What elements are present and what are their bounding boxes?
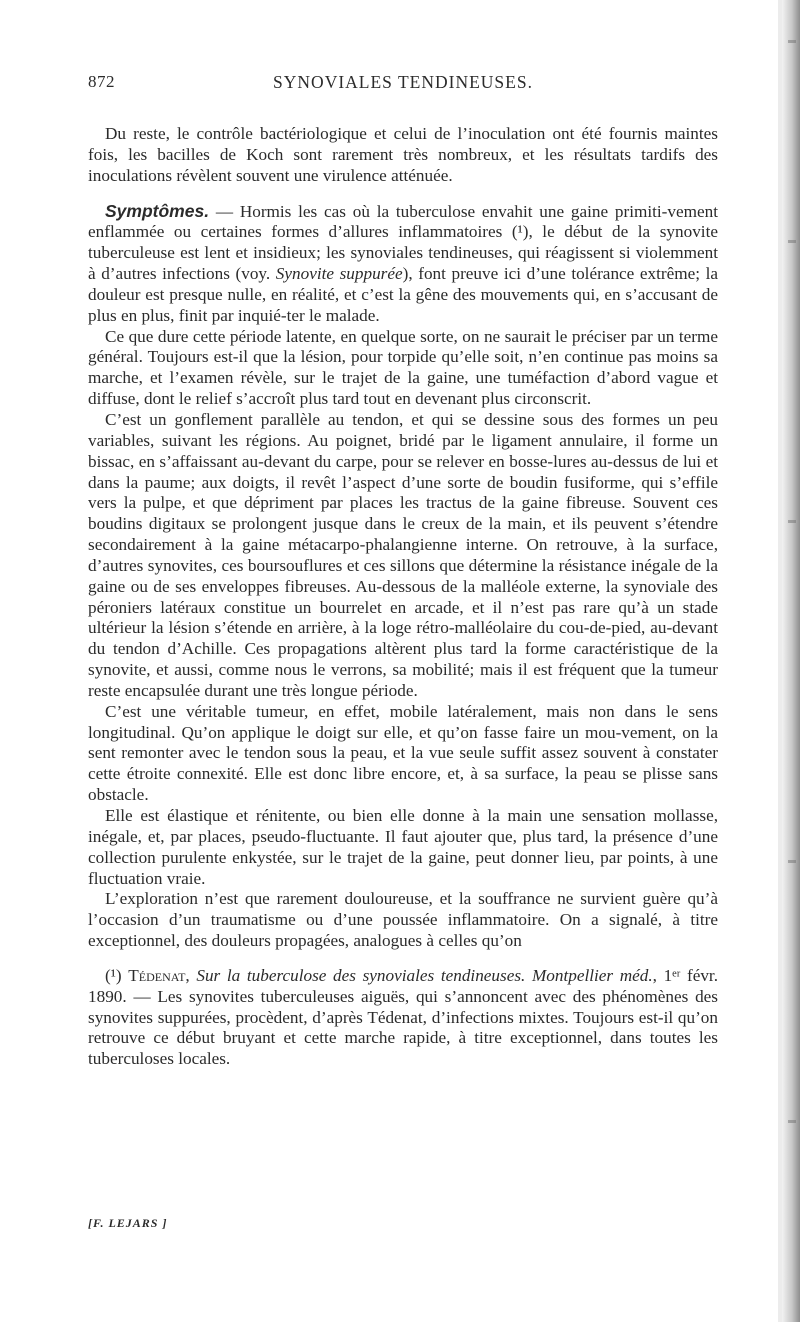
cross-reference: Synovite suppurée xyxy=(275,264,403,284)
footnote-date: , 1ᵉʳ févr. 1890. xyxy=(88,965,718,1006)
paragraph: Du reste, le contrôle bactériologique et celui de l’inoculation ont été fournis maintes fois, les bacilles de Koch sont rarement très nombreux, et les résultats tardifs des inoculations révèlent souvent une virulence atténuée. xyxy=(88,124,718,185)
edge-mark xyxy=(788,240,796,243)
paragraph: C’est un gonflement parallèle au tendon, et qui se dessine sous des formes un peu variables, suivant les régions. Au poignet, bridé par le ligament annulaire, il forme un bissac, en s’affaissant au-devant du carpe, pour se relever en bosse-lures au-dessus de lui et dans la paume; aux doigts, il revêt l’aspect d’une sorte de boudin fusiforme, qui s’effile vers la pulpe, et que dépriment par places les tractus de la gaine fibreuse. Souvent ces boudins digitaux se prolongent jusque dans le creux de la main, et ils peuvent s’étendre secondairement à la gaine métacarpo-phalangienne interne. On retrouve, à la surface, d’autres synovites, ces boursouflures et ces sillons que détermine la résistance inégale de la gaine ou de ses enveloppes fibreuses. Au-dessous de la malléole externe, la synoviale des péroniers latéraux constitue un bourrelet en arcade, et il n’est pas rare qu’à un stade ultérieur la lésion s’étende en arrière, à la loge rétro-malléolaire du cou-de-pied, au-devant du tendon d’Achille. Ces propagations altèrent plus tard la forme caractéristique de la synovite, et aussi, comme nous le verrons, sa mobilité; mais il est fréquent que la tumeur reste encapsulée durant une très longue période. xyxy=(88,409,718,700)
section-heading-symptomes: Symptômes. xyxy=(105,200,210,221)
paragraph-text: — Hormis les cas où la tuberculose envahit une gaine primiti-vement enflammée ou certaines formes d’allures inflammatoires (¹), le début de la synovite tuberculeuse est lent et insidieux; les synoviales tendineuses, qui réagissent si violemment à d’autres infections (voy. xyxy=(88,201,718,284)
page-edge-shadow xyxy=(782,0,800,1322)
paragraph: L’exploration n’est que rarement douloureuse, et la souffrance ne survient guère qu’à l’occasion d’un traumatisme ou d’une poussée inflammatoire. On a signalé, à titre exceptionnel, des douleurs propagées, analogues à celles qu’on xyxy=(88,889,718,951)
footnote-marker: (¹) xyxy=(105,965,129,985)
footnote-author: Tédenat xyxy=(128,965,186,985)
symptoms-paragraph xyxy=(88,201,718,327)
footnote-separator: , xyxy=(185,965,197,985)
edge-mark xyxy=(788,40,796,43)
footnote-continuation: — Les synovites tuberculeuses aiguës, qui s’annoncent avec des phénomènes des synovites suppurées, procèdent, d’après Tédenat, d’infections mixtes. Toujours est-il qu’on retrouve ce début bruyant et cette marche rapide, à titre exceptionnel, dans toutes les tuberculoses locales. xyxy=(88,986,718,1069)
footnote-text xyxy=(88,966,718,1070)
edge-mark xyxy=(788,1120,796,1123)
paragraph: Ce que dure cette période latente, en quelque sorte, on ne saurait le préciser par un terme général. Toujours est-il que la lésion, pour torpide qu’elle soit, n’en continue pas moins sa marche, et l’examen révèle, sur le trajet de la gaine, une tuméfaction d’abord vague et diffuse, dont le relief s’accroît plus tard tout en devenant plus circonscrit. xyxy=(88,326,718,409)
paragraph-text: ), font preuve ici d’une tolérance extrême; la douleur est presque nulle, en réalité, et c’est la gêne des mouvements qui, en s’accusant de plus en plus, finit par inquié-ter le malade. xyxy=(88,264,718,325)
printer-signature-mark: [F. LEJARS ] xyxy=(88,1216,168,1230)
main-text xyxy=(88,124,718,1070)
page-number: 872 xyxy=(88,72,115,91)
running-title: SYNOVIALES TENDINEUSES. xyxy=(273,72,533,92)
paragraph: C’est une véritable tumeur, en effet, mobile latéralement, mais non dans le sens longitudinal. Qu’on applique le doigt sur elle, et qu’on fasse faire un mou-vement, on la sent remonter avec le tendon sous la peau, et la vue seule suffit assez souvent à constater cette étroite connexité. Elle est donc libre encore, et, à sa surface, la peau se plisse sans obstacle. xyxy=(88,701,718,805)
footnote-title: Sur la tuberculose des synoviales tendineuses. Montpellier méd. xyxy=(196,965,653,985)
edge-mark xyxy=(788,860,796,863)
edge-mark xyxy=(788,520,796,523)
page-header xyxy=(88,72,718,98)
paragraph: Elle est élastique et rénitente, ou bien elle donne à la main une sensation mollasse, inégale, et, par places, pseudo-fluctuante. Il faut ajouter que, plus tard, la présence d’une collection purulente enkystée, sur le trajet de la gaine, peut donner lieu, par points, à une fluctuation vraie. xyxy=(88,806,718,888)
footnote xyxy=(88,966,718,1070)
